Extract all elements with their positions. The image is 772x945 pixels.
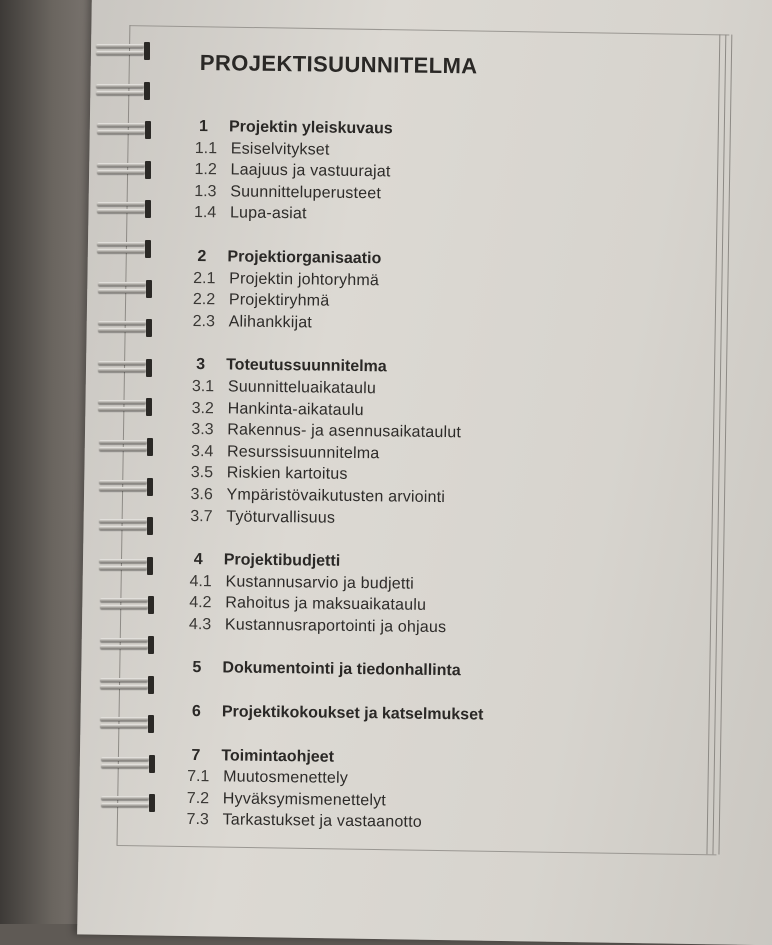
- spiral-coil: [97, 159, 153, 181]
- spiral-coil: [98, 278, 154, 300]
- section-number: 1: [198, 118, 209, 136]
- spiral-coil: [98, 357, 154, 379]
- item-number: 7.3: [186, 811, 209, 829]
- spiral-coil: [98, 317, 154, 339]
- toc-section-4: [189, 549, 730, 642]
- item-title: Kustannusarvio ja budjetti: [225, 573, 415, 593]
- toc-section-6: [188, 701, 728, 729]
- spiral-coil: [97, 119, 153, 141]
- item-title: Suunnitteluperusteet: [230, 183, 382, 203]
- item-number: 2.2: [192, 291, 216, 309]
- spiral-coil: [99, 476, 155, 498]
- toc-section-7: [186, 745, 727, 838]
- item-title: Lupa-asiat: [229, 204, 307, 223]
- section-title: Toimintaohjeet: [221, 747, 335, 766]
- item-number: 3.4: [190, 442, 214, 460]
- section-title: Projektiorganisaatio: [227, 248, 382, 268]
- item-number: 1.4: [193, 204, 217, 222]
- item-number: 1.3: [194, 182, 217, 201]
- toc-section-1: [194, 116, 735, 231]
- document-title: PROJEKTISUUNNITELMA: [199, 50, 478, 79]
- section-title: Projektikokoukset ja katselmukset: [221, 703, 484, 724]
- item-title: Kustannusraportointi ja ohjaus: [224, 616, 447, 636]
- section-title: Dokumentointi ja tiedonhallinta: [222, 659, 461, 680]
- item-title: Riskien kartoitus: [226, 464, 348, 484]
- item-number: 3.2: [191, 399, 214, 417]
- item-title: Rahoitus ja maksuaikataulu: [225, 594, 427, 615]
- item-number: 3.3: [191, 421, 214, 439]
- item-title: Projektin johtoryhmä: [229, 269, 380, 289]
- toc-section-3: [190, 354, 732, 533]
- toc-section-5: [188, 657, 728, 685]
- spiral-coil: [96, 40, 152, 62]
- item-title: Rakennus- ja asennusaikataulut: [227, 421, 462, 442]
- spiral-coil: [100, 634, 156, 656]
- item-title: Laajuus ja vastuurajat: [230, 161, 391, 181]
- item-title: Projektiryhmä: [228, 291, 330, 310]
- item-number: 3.1: [191, 377, 215, 396]
- item-title: Suunnitteluaikataulu: [227, 378, 377, 398]
- toc-heading: [188, 701, 728, 729]
- document-content: [186, 50, 736, 860]
- spiral-coil: [100, 594, 156, 616]
- spiral-binding: [96, 40, 166, 840]
- spiral-coil: [97, 238, 153, 260]
- item-number: 3.5: [190, 464, 214, 482]
- table-of-contents: [186, 116, 735, 838]
- section-number: 5: [192, 659, 202, 677]
- item-title: Tarkastukset ja vastaanotto: [222, 811, 422, 832]
- item-title: Alihankkijat: [228, 313, 313, 332]
- spiral-coil: [99, 436, 155, 458]
- section-number: 4: [193, 551, 203, 569]
- spiral-coil: [100, 674, 156, 696]
- spiral-coil: [98, 396, 154, 418]
- item-title: Ympäristövaikutusten arviointi: [226, 486, 446, 506]
- spiral-coil: [99, 555, 155, 577]
- item-number: 4.2: [189, 594, 212, 612]
- item-title: Resurssisuunnitelma: [226, 443, 380, 462]
- toc-section-2: [193, 246, 734, 339]
- item-title: Esiselvitykset: [230, 140, 330, 159]
- item-number: 7.1: [187, 768, 210, 786]
- item-number: 1.1: [194, 139, 218, 157]
- item-number: 7.2: [186, 789, 210, 808]
- item-number: 1.2: [194, 161, 217, 179]
- item-number: 3.7: [190, 507, 213, 525]
- spiral-coil: [101, 753, 157, 775]
- section-number: 7: [191, 746, 201, 764]
- item-number: 4.3: [188, 615, 212, 634]
- section-title: Projektin yleiskuvaus: [228, 118, 393, 138]
- section-number: 6: [191, 703, 201, 721]
- spiral-coil: [96, 80, 152, 102]
- item-number: 2.3: [192, 312, 216, 331]
- item-number: 4.1: [189, 572, 212, 590]
- section-number: 2: [197, 248, 207, 266]
- section-title: Toteutussuunnitelma: [226, 356, 387, 376]
- spiral-coil: [99, 515, 155, 537]
- page-frame-top: [129, 25, 729, 35]
- item-title: Muutosmenettely: [223, 768, 349, 788]
- item-title: Työturvallisuus: [226, 507, 336, 527]
- item-title: Hankinta-aikataulu: [227, 399, 364, 419]
- item-number: 2.1: [193, 269, 216, 287]
- item-number: 3.6: [190, 485, 213, 504]
- spiral-coil: [100, 713, 156, 735]
- toc-heading: [188, 657, 728, 685]
- section-title: Projektibudjetti: [223, 551, 341, 570]
- item-title: Hyväksymismenettelyt: [222, 790, 387, 810]
- spiral-coil: [97, 198, 153, 220]
- spiral-coil: [101, 792, 157, 814]
- section-number: 3: [196, 356, 206, 374]
